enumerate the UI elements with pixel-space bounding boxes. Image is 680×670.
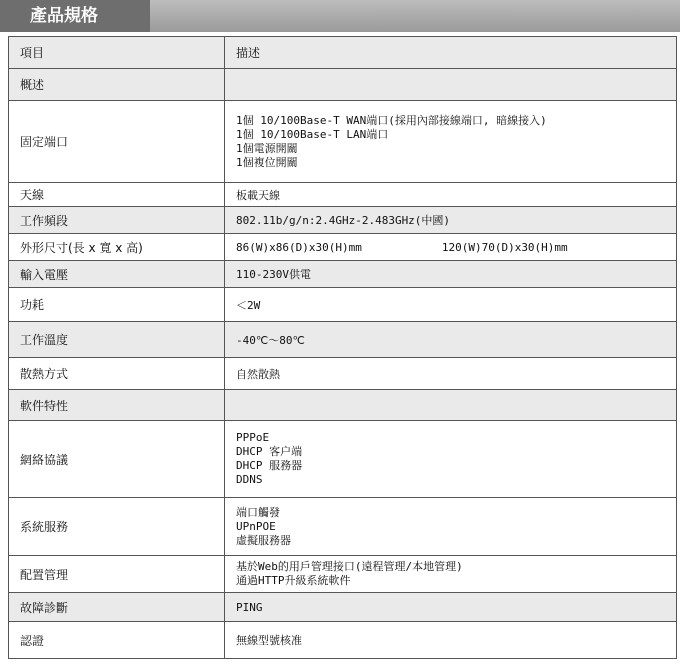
table-row xyxy=(9,101,677,183)
table-row xyxy=(9,421,677,498)
value-line: 1個 10/100Base-T LAN端口 xyxy=(236,127,389,141)
row-value xyxy=(225,101,677,183)
value-line: 基於Web的用戶管理接口(遠程管理/本地管理) xyxy=(236,560,463,573)
header-bar xyxy=(0,0,680,32)
row-label: 功耗 xyxy=(9,288,225,322)
table-row xyxy=(9,622,677,659)
value-line: DHCP 服務器 xyxy=(236,459,303,472)
row-value: 110-230V供電 xyxy=(225,261,677,288)
table-row xyxy=(9,390,677,421)
row-label: 工作頻段 xyxy=(9,207,225,234)
row-label: 認證 xyxy=(9,622,225,659)
value-line: 1個 10/100Base-T WAN端口(採用內部接線端口, 暗線接入) xyxy=(236,113,547,127)
row-value: ＜2W xyxy=(225,288,677,322)
row-label: 系統服務 xyxy=(9,498,225,556)
table-row xyxy=(9,207,677,234)
row-value xyxy=(225,498,677,556)
row-value: -40℃～80℃ xyxy=(225,322,677,358)
row-value: 無線型號核准 xyxy=(225,622,677,659)
value-line: PPPoE xyxy=(236,431,270,444)
value-line: 1個複位開關 xyxy=(236,155,298,169)
row-value xyxy=(225,390,677,421)
row-label: 工作溫度 xyxy=(9,322,225,358)
table-row xyxy=(9,183,677,207)
row-label: 配置管理 xyxy=(9,556,225,593)
value-line: DDNS xyxy=(236,473,263,486)
table-row xyxy=(9,261,677,288)
row-label: 網絡協議 xyxy=(9,421,225,498)
row-label: 散熱方式 xyxy=(9,358,225,390)
row-value: 802.11b/g/n:2.4GHz-2.483GHz(中國) xyxy=(225,207,677,234)
row-label: 外形尺寸(長 x 寬 x 高) xyxy=(9,234,225,261)
row-label: 概述 xyxy=(9,69,225,101)
table-row xyxy=(9,69,677,101)
row-label: 固定端口 xyxy=(9,101,225,183)
spec-table xyxy=(8,36,677,659)
row-label: 故障診斷 xyxy=(9,593,225,622)
table-header-row xyxy=(9,37,677,69)
column-header-item: 項目 xyxy=(9,37,225,69)
row-value: 自然散熱 xyxy=(225,358,677,390)
value-line: 虛擬服務器 xyxy=(236,533,291,547)
table-row xyxy=(9,358,677,390)
row-value xyxy=(225,234,677,261)
table-row xyxy=(9,593,677,622)
row-label: 天線 xyxy=(9,183,225,207)
table-row xyxy=(9,322,677,358)
column-header-description: 描述 xyxy=(225,37,677,69)
dimension-value-alt: 120(W)70(D)x30(H)mm xyxy=(441,240,568,254)
value-line: 1個電源開關 xyxy=(236,141,298,155)
row-label: 軟件特性 xyxy=(9,390,225,421)
page-title: 產品規格 xyxy=(0,0,150,32)
row-value: PING xyxy=(225,593,677,622)
value-line: DHCP 客户端 xyxy=(236,445,303,458)
value-line: 端口觸發 xyxy=(236,505,280,519)
table-row xyxy=(9,288,677,322)
table-row xyxy=(9,234,677,261)
row-value xyxy=(225,69,677,101)
table-row xyxy=(9,498,677,556)
dimension-value: 86(W)x86(D)x30(H)mm xyxy=(236,240,362,254)
row-value xyxy=(225,421,677,498)
value-line: UPnPOE xyxy=(236,519,276,533)
value-line: 通過HTTP升級系統軟件 xyxy=(236,574,351,587)
row-value: 板載天線 xyxy=(225,183,677,207)
row-value xyxy=(225,556,677,593)
row-label: 輸入電壓 xyxy=(9,261,225,288)
table-row xyxy=(9,556,677,593)
